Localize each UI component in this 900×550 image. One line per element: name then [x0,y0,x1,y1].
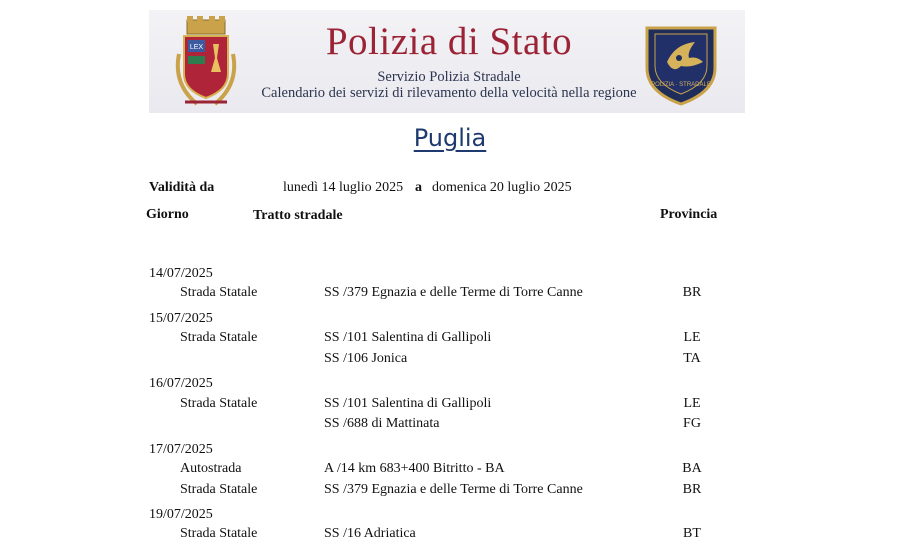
day-date: 17/07/2025 [149,442,213,457]
province-code: LE [683,330,701,345]
region-title: Puglia [413,124,487,152]
road-type: Strada Statale [180,285,258,300]
validity-separator: a [415,180,422,195]
banner-title: Polizia di Stato [325,20,573,63]
province-code: FG [683,416,701,431]
road-type: Autostrada [180,461,242,476]
province-code: LE [683,396,701,411]
road-name: SS /379 Egnazia e delle Terme di Torre Canne [324,285,583,300]
day-date: 14/07/2025 [149,266,213,281]
road-name: SS /379 Egnazia e delle Terme di Torre Canne [324,482,583,497]
road-name: SS /106 Jonica [324,351,408,366]
road-name: SS /101 Salentina di Gallipoli [324,330,492,345]
validity-to: domenica 20 luglio 2025 [432,180,572,195]
road-type: Strada Statale [180,526,258,541]
day-date: 15/07/2025 [149,311,213,326]
stradale-badge-icon [641,22,721,106]
road-name: A /14 km 683+400 Bitritto - BA [324,461,505,476]
column-header-day: Giorno [146,207,189,222]
republic-emblem-icon [167,14,245,110]
header-banner [149,10,745,113]
road-type: Strada Statale [180,482,258,497]
banner-description: Calendario dei servizi di rilevamento della velocità nella regione [261,85,637,101]
province-code: TA [683,351,701,366]
province-code: BT [683,526,701,541]
column-header-road: Tratto stradale [253,208,343,223]
road-name: SS /688 di Mattinata [324,416,440,431]
day-date: 16/07/2025 [149,376,213,391]
badge-text: POLIZIA · STRADALE [651,82,711,88]
validity-from: lunedì 14 luglio 2025 [283,180,404,195]
column-header-province: Provincia [660,207,718,222]
road-name: SS /16 Adriatica [324,526,416,541]
day-date: 19/07/2025 [149,507,213,522]
province-code: BR [682,482,702,497]
emblem-lex-text: LEX [189,44,204,51]
road-name: SS /101 Salentina di Gallipoli [324,396,492,411]
province-code: BR [682,285,702,300]
validity-label: Validità da [149,180,215,195]
banner-subtitle: Servizio Polizia Stradale [377,69,521,85]
road-type: Strada Statale [180,396,258,411]
province-code: BA [682,461,702,476]
road-type: Strada Statale [180,330,258,345]
